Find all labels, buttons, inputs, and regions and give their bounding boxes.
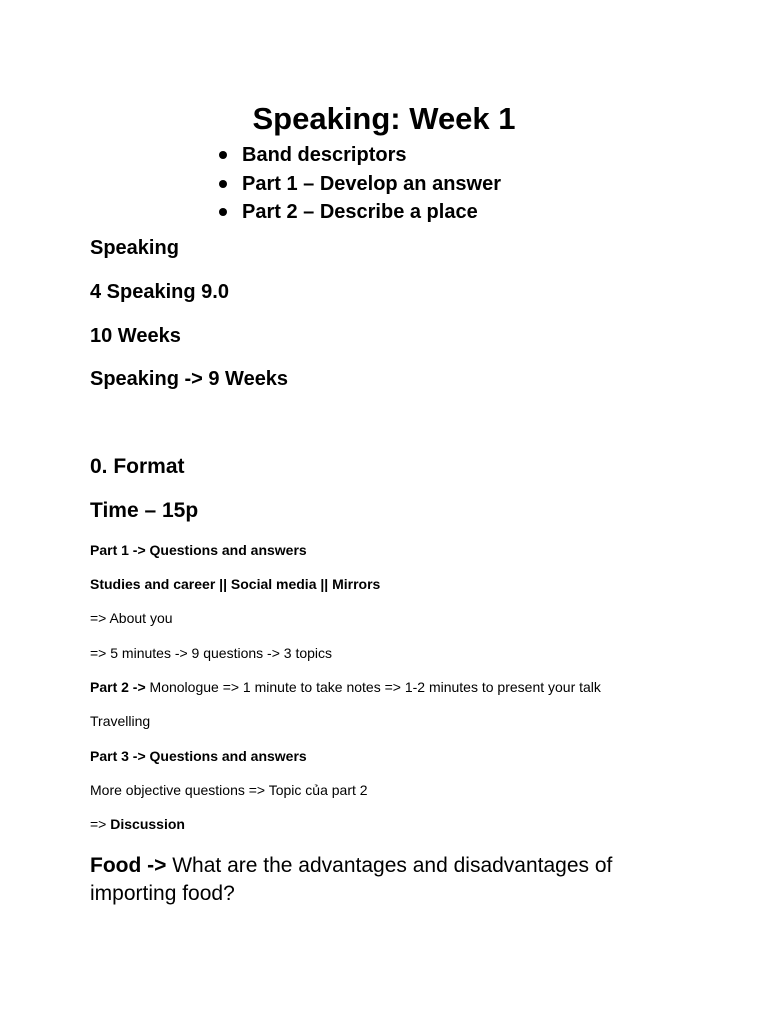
part2-text: Monologue => 1 minute to take notes => 1-2 minutes to present your talk <box>145 679 601 695</box>
list-item-label: Part 1 – Develop an answer <box>242 172 502 195</box>
part1-line: Part 1 -> Questions and answers <box>90 542 307 558</box>
bullet-icon <box>219 208 227 216</box>
five-minutes-line: => 5 minutes -> 9 questions -> 3 topics <box>90 645 333 661</box>
bullet-icon <box>219 151 227 159</box>
travelling-line: Travelling <box>90 713 151 729</box>
discussion-arrow: => <box>90 816 111 832</box>
format-heading: 0. Format <box>90 455 185 478</box>
list-item <box>216 198 501 227</box>
list-item <box>216 170 501 199</box>
food-question-paragraph <box>90 852 650 908</box>
time-heading: Time – 15p <box>90 499 199 522</box>
page-title: Speaking: Week 1 <box>252 101 516 136</box>
food-label: Food -> <box>90 854 167 877</box>
speaking-heading: Speaking <box>90 237 179 259</box>
part2-label: Part 2 -> <box>90 679 146 695</box>
bullet-icon <box>219 180 227 188</box>
part2-line <box>90 678 601 696</box>
discussion-line <box>90 815 185 833</box>
topics-line: Studies and career || Social media || Mirrors <box>90 576 381 592</box>
about-you-line: => About you <box>90 610 173 626</box>
part3-line: Part 3 -> Questions and answers <box>90 748 307 764</box>
four-speaking-line: 4 Speaking 9.0 <box>90 281 229 303</box>
objective-line: More objective questions => Topic của part 2 <box>90 782 368 798</box>
list-item-label: Part 2 – Describe a place <box>242 201 478 223</box>
ten-weeks-line: 10 Weeks <box>90 325 181 347</box>
speaking-weeks-line: Speaking -> 9 Weeks <box>90 368 289 390</box>
agenda-list <box>216 141 501 227</box>
list-item-label: Band descriptors <box>242 144 407 166</box>
food-question-text: What are the advantages and disadvantages of importing food? <box>90 854 613 905</box>
list-item <box>216 141 501 170</box>
discussion-label: Discussion <box>110 816 185 832</box>
